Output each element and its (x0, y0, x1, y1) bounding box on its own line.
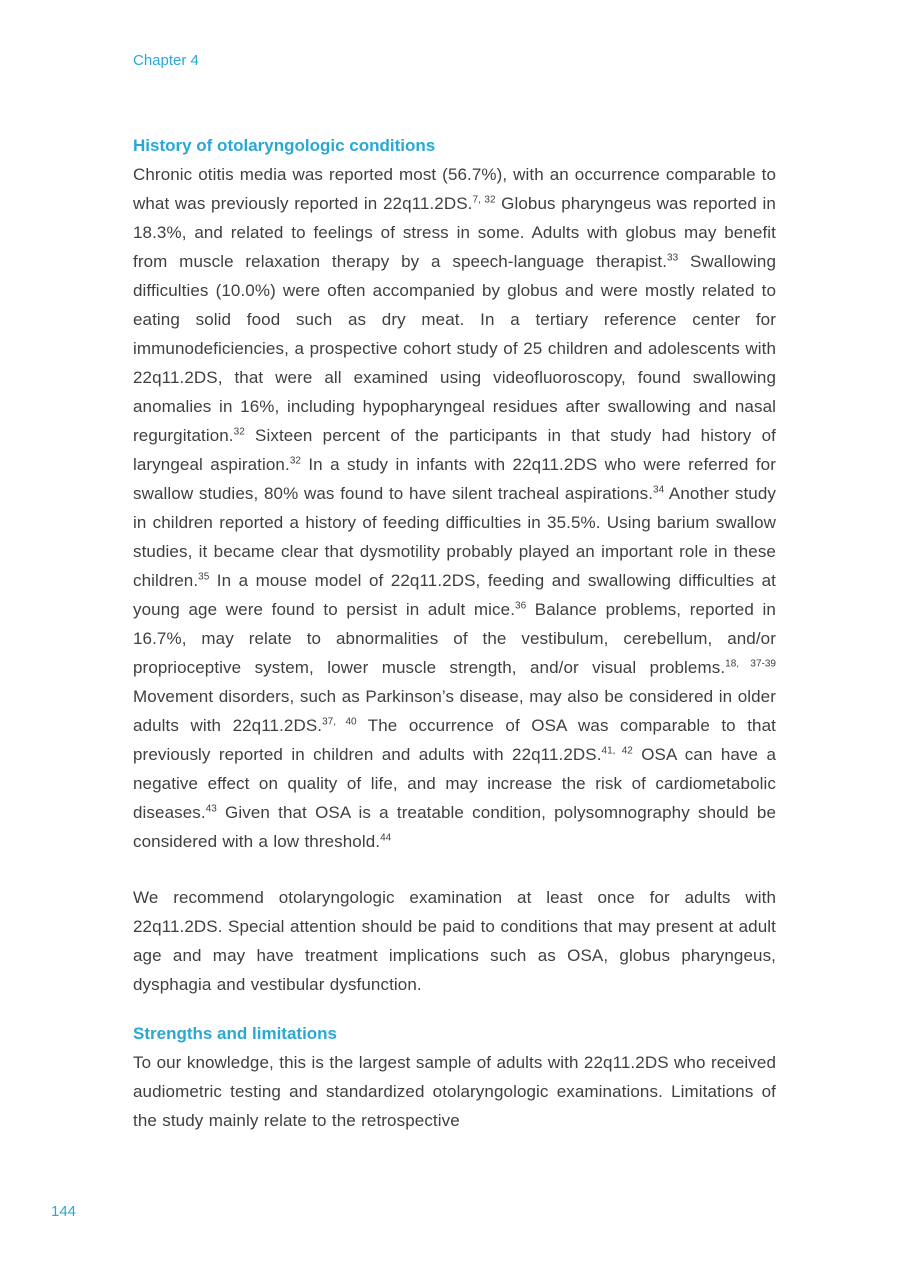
reference-superscript: 33 (667, 252, 679, 264)
chapter-label: Chapter 4 (133, 52, 199, 69)
reference-superscript: 7, 32 (472, 194, 496, 206)
page-number: 144 (51, 1203, 77, 1220)
reference-superscript: 37, 40 (322, 716, 357, 728)
body-paragraph: Chronic otitis media was reported most (56.7%), with an occurrence comparable to what was previously reported in 22q11.2DS.$^{7, 32}$ Globus pharyngeus was reported in 18.3%, and related to feelings of stress in some. Adults with globus may benefit from muscle relaxation therapy by a speech-language therapist.$^{33}$ Swallowing difficulties (10.0%) were often accompanied by globus and were mostly related to eating solid food such as dry meat. In a tertiary reference center for immunodeficiencies, a prospective cohort study of 25 children and adolescents with 22q11.2DS, that were all examined using videofluoroscopy, found swallowing anomalies in 16%, including hypopharyngeal residues after swallowing and nasal regurgitation.$^{32}$ Sixteen percent of the participants in that study had history of laryngeal aspiration.$^{32}$ In a study in infants with 22q11.2DS who were referred for swallow studies, 80% was found to have silent tracheal aspirations.$^{34}$ Another study in children reported a history of feeding difficulties in 35.5%. Using barium swallow studies, it became clear that dysmotility probably played an important role in these children.$^{35}$ In a mouse model of 22q11.2DS, feeding and swallowing difficulties at young age were found to persist in adult mice.$^{36}$ Balance problems, reported in 16.7%, may relate to abnormalities of the vestibulum, cerebellum, and/or proprioceptive system, lower muscle strength, and/or visual problems.$^{18, 37-39}$ Movement disorders, such as Parkinson’s disease, may also be considered in older adults with 22q11.2DS.$^{37, 40}$ The occurrence of OSA was comparable to that previously reported in children and adults with 22q11.2DS.$^{41, 42}$ OSA can have a negative effect on quality of life, and may increase the risk of cardiometabolic diseases.$^{43}$ Given that OSA is a treatable condition, polysomnography should be considered with a low threshold.$^{44}$ (133, 165, 776, 851)
body-paragraph: We recommend otolaryngologic examination at least once for adults with 22q11.2DS. Special attention should be paid to conditions that may present at adult age and may have treatment implications such as OSA, globus pharyngeus, dysphagia and vestibular dysfunction. (133, 888, 776, 994)
reference-superscript: 43 (205, 803, 217, 815)
reference-superscript: 32 (233, 426, 245, 438)
reference-superscript: 44 (380, 832, 392, 844)
reference-superscript: 35 (198, 571, 210, 583)
section-heading: History of otolaryngologic conditions (133, 136, 436, 155)
reference-superscript: 34 (653, 484, 665, 496)
sections (133, 131, 776, 1135)
page-content (133, 50, 776, 1135)
reference-superscript: 32 (289, 455, 301, 467)
reference-superscript: 36 (515, 600, 527, 612)
section-heading: Strengths and limitations (133, 1024, 338, 1043)
reference-superscript: 41, 42 (601, 745, 633, 757)
reference-superscript: 18, 37-39 (725, 658, 776, 670)
body-paragraph: To our knowledge, this is the largest sample of adults with 22q11.2DS who received audiometric testing and standardized otolaryngologic examinations. Limitations of the study mainly relate to the retrospective (133, 1053, 776, 1130)
